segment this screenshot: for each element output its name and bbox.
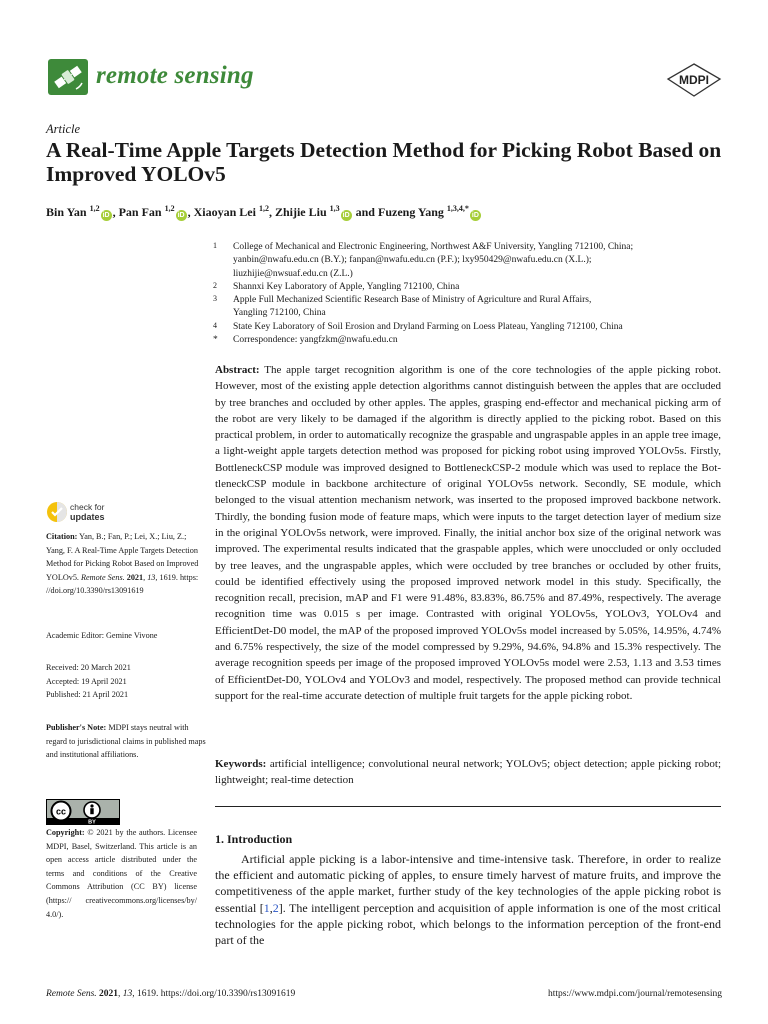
received-date: Received: 20 March 2021 — [46, 663, 131, 672]
check-updates-line1: check for — [70, 502, 105, 512]
cc-by-label: BY — [88, 819, 96, 825]
section-heading: 1. Introduction — [215, 832, 293, 846]
affiliation-item — [213, 241, 713, 281]
author-affil-sup: 1,3 — [329, 204, 340, 213]
check-updates-line2: updates — [70, 512, 105, 522]
author-affil-sup: 1,2 — [89, 204, 100, 213]
affiliation-line: Yangling 712100, China — [233, 308, 326, 319]
publisher-note-label: Publisher's Note: — [46, 723, 107, 732]
journal-name: remote sensing — [96, 62, 254, 89]
affiliation-list — [213, 241, 713, 347]
author-name[interactable]: Fuzeng Yang — [377, 205, 444, 219]
citation-volume: 13 — [147, 572, 156, 582]
affiliation-item — [213, 294, 713, 321]
author-separator: , — [187, 205, 194, 219]
affiliation-number: 3 — [213, 294, 217, 304]
published-date: Published: 21 April 2021 — [46, 690, 129, 700]
keywords-label: Keywords: — [215, 758, 267, 770]
author-name[interactable]: Bin Yan — [46, 205, 87, 219]
footer-volume: 13 — [122, 989, 133, 999]
abstract-text: The apple target recognition algorithm is one of the core technologies of the apple picking robot. However, most of the existing apple detection algorithms cannot distinguish between the apples that are occluded by tree branches and occluded by other apples. The apples, grasping end-effector and mechanical picking arm of the robot are very likely to be damaged if the algorithm is directly applied to the picking robot. Based on this practical problem, in order to automatically recognize the graspable and ungraspable apples in an apple tree image, a light-weight apple targets detection method was proposed for picking robot using improved YOLOv5s. Firstly, BottleneckCSP module was improved designed to BottleneckCSP-2 module which was used to replace the Bot-tleneckCSP module in backbone architecture of original YOLOv5s network. Secondly, SE module, which belonged to the visual attention mechanism network, was inserted to the proposed improved backbone network. Thirdly, the bonding fusion mode of feature maps, which were inputs to the target detection layer of medium size in the original YOLOv5s network, were improved. Finally, the initial anchor box size of the original network was improved. The experimental results indicated that the graspable apples, which were unoccluded or only occluded by tree leaves, and the ungraspable apples, which were occluded by tree branches or occluded by other fruits, could be identified effectively using the proposed improved network model in this study. Specifically, the recognition recall, precision, mAP and F1 were 91.48%, 83.83%, 86.75% and 87.49%, respectively. The average recognition time was 0.015 s per image. Contrasted with original YOLOv5s, YOLOv3, YOLOv4 and EfficientDet-D0 model, the mAP of the proposed improved YOLOv5s model increased by 5.05%, 14.95%, 4.74% and 6.75% respectively, the size of the model compressed by 9.29%, 94.6%, 94.8% and 15.3% respectively. The average recognition speeds per image of the proposed improved YOLOv5s model were 2.53, 1.13 and 3.53 times of EfficientDet-D0, YOLOv4 and YOLOv3 and model, respectively. The proposed method can provide technical support for the real-time accurate detection of multiple fruit targets for the apple picking robot. — [215, 364, 721, 702]
footer-journal-url[interactable]: https://www.mdpi.com/journal/remotesensing — [547, 989, 722, 999]
affiliation-line: College of Mechanical and Electronic Engineering, Northwest A&F University, Yangling 712100, China; — [233, 242, 634, 252]
footer-journal: Remote Sens. — [46, 989, 97, 999]
orcid-icon[interactable]: iD — [471, 212, 479, 219]
author-affil-sup: 1,3,4,* — [446, 204, 469, 213]
citation-block: Citation: Yan, B.; Fan, P.; Lei, X.; Liu, Z.; Yang, F. A Real-Time Apple Targets Detection Method for Picking Robot Based on Improved YOLOv5. Remote Sens. 2021, 13, 1619. https: //doi.org/10.3390/rs13091619 — [46, 532, 199, 596]
author-name[interactable]: Xiaoyan Lei — [193, 205, 256, 219]
affiliation-item — [213, 281, 713, 294]
keywords-text: artificial intelligence; convolutional neural network; YOLOv5; object detection; apple picking robot; lightweight; real-time detection — [215, 758, 722, 787]
svg-text:cc: cc — [55, 806, 67, 817]
affiliation-line: State Key Laboratory of Soil Erosion and Dryland Farming on Loess Plateau, Yangling 712100, China — [233, 321, 623, 332]
keywords — [215, 756, 721, 789]
affiliation-number: 4 — [213, 320, 217, 330]
footer-year: 2021 — [99, 989, 119, 999]
affiliation-line[interactable]: yanbin@nwafu.edu.cn (B.Y.); fanpan@nwafu.edu.cn (P.F.); lxy950429@nwafu.edu.cn (X.L.); — [233, 255, 592, 266]
citation-separator: , — [269, 900, 273, 915]
intro-text-b: ]. The intelligent perception and acquisition of apple information is one of the most critical technologies for the apple picking robot, which belongs to the information perception of the front-end part of the — [215, 900, 721, 948]
author-affil-sup: 1,2 — [258, 204, 269, 213]
citation-pages: , 1619. — [155, 572, 178, 582]
footer-citation: Remote Sens. 2021, 13, 1619. https://doi.org/10.3390/rs13091619 — [46, 989, 296, 999]
affiliation-line: Shannxi Key Laboratory of Apple, Yangling 712100, China — [233, 281, 460, 292]
citation-year: 2021 — [126, 572, 144, 582]
check-updates-icon — [46, 500, 68, 524]
mdpi-logo-icon — [666, 63, 722, 97]
author-list — [46, 204, 482, 221]
publisher-note — [46, 721, 206, 762]
correspondence-marker: * — [213, 335, 218, 346]
citation-url-prefix[interactable]: https: — [179, 572, 199, 582]
orcid-icon[interactable]: iD — [102, 212, 110, 219]
section-divider — [215, 806, 721, 807]
correspondence-line[interactable]: Correspondence: yangfzkm@nwafu.edu.cn — [233, 335, 398, 346]
cc-by-license-icon[interactable] — [46, 799, 120, 825]
copyright-label: Copyright: — [46, 828, 85, 837]
intro-text-a: Artificial apple picking is a labor-intensive and time-intensive task. Therefore, in order to realize the efficient and automatic picking of apples, to ensure timely harvest of mature fruits, and improve the competitiveness of the apple market, further study of the key technologies of the apple picking robot is essential [ — [215, 852, 721, 915]
accepted-date: Accepted: 19 April 2021 — [46, 676, 127, 686]
check-for-updates-button[interactable] — [46, 500, 166, 526]
citation-text: Yan, B.; Fan, P.; Lei, X.; Liu, Z.; Yang, F. A Real-Time Apple Targets Detection Method for Picking Robot Based on Improved YOLOv5. — [46, 532, 199, 582]
citation-label: Citation: — [46, 532, 78, 541]
satellite-logo-icon — [46, 57, 90, 97]
citation-link[interactable]: 2 — [272, 900, 279, 915]
affiliation-number: 1 — [213, 241, 217, 250]
article-type: Article — [46, 122, 81, 136]
author-affil-sup: 1,2 — [164, 204, 175, 213]
copyright-text: © 2021 by the authors. Licensee MDPI, Basel, Switzerland. This article is an open access article distributed under the terms and conditions of the Creative Commons Attribution (CC BY) license (https:// creativecommons.org/licenses/by/ 4.0/). — [46, 828, 197, 919]
abstract-label: Abstract: — [215, 364, 260, 376]
affiliation-line: Apple Full Mechanized Scientific Research Base of Ministry of Agriculture and Rural Affairs, — [233, 295, 592, 306]
affiliation-number: 2 — [213, 280, 217, 290]
academic-editor: Academic Editor: Gemine Vivone — [46, 631, 158, 640]
copyright-notice — [46, 826, 197, 921]
footer-doi[interactable]: , 1619. https://doi.org/10.3390/rs13091619 — [132, 989, 296, 999]
correspondence — [213, 334, 713, 347]
citation-link[interactable]: 1 — [263, 900, 270, 915]
author-separator: , — [112, 205, 119, 219]
affiliation-line[interactable]: liuzhijie@nwsuaf.edu.cn (Z.L.) — [233, 268, 353, 279]
citation-journal: Remote Sens. — [81, 572, 125, 582]
author-separator: , — [268, 205, 275, 219]
author-name[interactable]: Zhijie Liu — [274, 205, 327, 219]
citation-doi-link[interactable]: //doi.org/10.3390/rs13091619 — [46, 586, 144, 596]
author-separator: and — [352, 205, 378, 219]
orcid-icon[interactable]: iD — [342, 212, 350, 219]
affiliation-item — [213, 321, 713, 334]
journal-header — [46, 55, 722, 97]
publication-dates — [46, 661, 206, 702]
publisher-name: MDPI — [679, 73, 709, 87]
author-name[interactable]: Pan Fan — [118, 205, 162, 219]
publisher-note-text: MDPI stays neutral with regard to jurisdictional claims in published maps and institutional affiliations. — [46, 723, 206, 760]
paper-title: A Real-Time Apple Targets Detection Method for Picking Robot Based on Improved YOLOv5 — [46, 138, 722, 186]
intro-paragraph — [215, 851, 721, 948]
orcid-icon[interactable]: iD — [177, 212, 185, 219]
abstract — [215, 362, 721, 704]
